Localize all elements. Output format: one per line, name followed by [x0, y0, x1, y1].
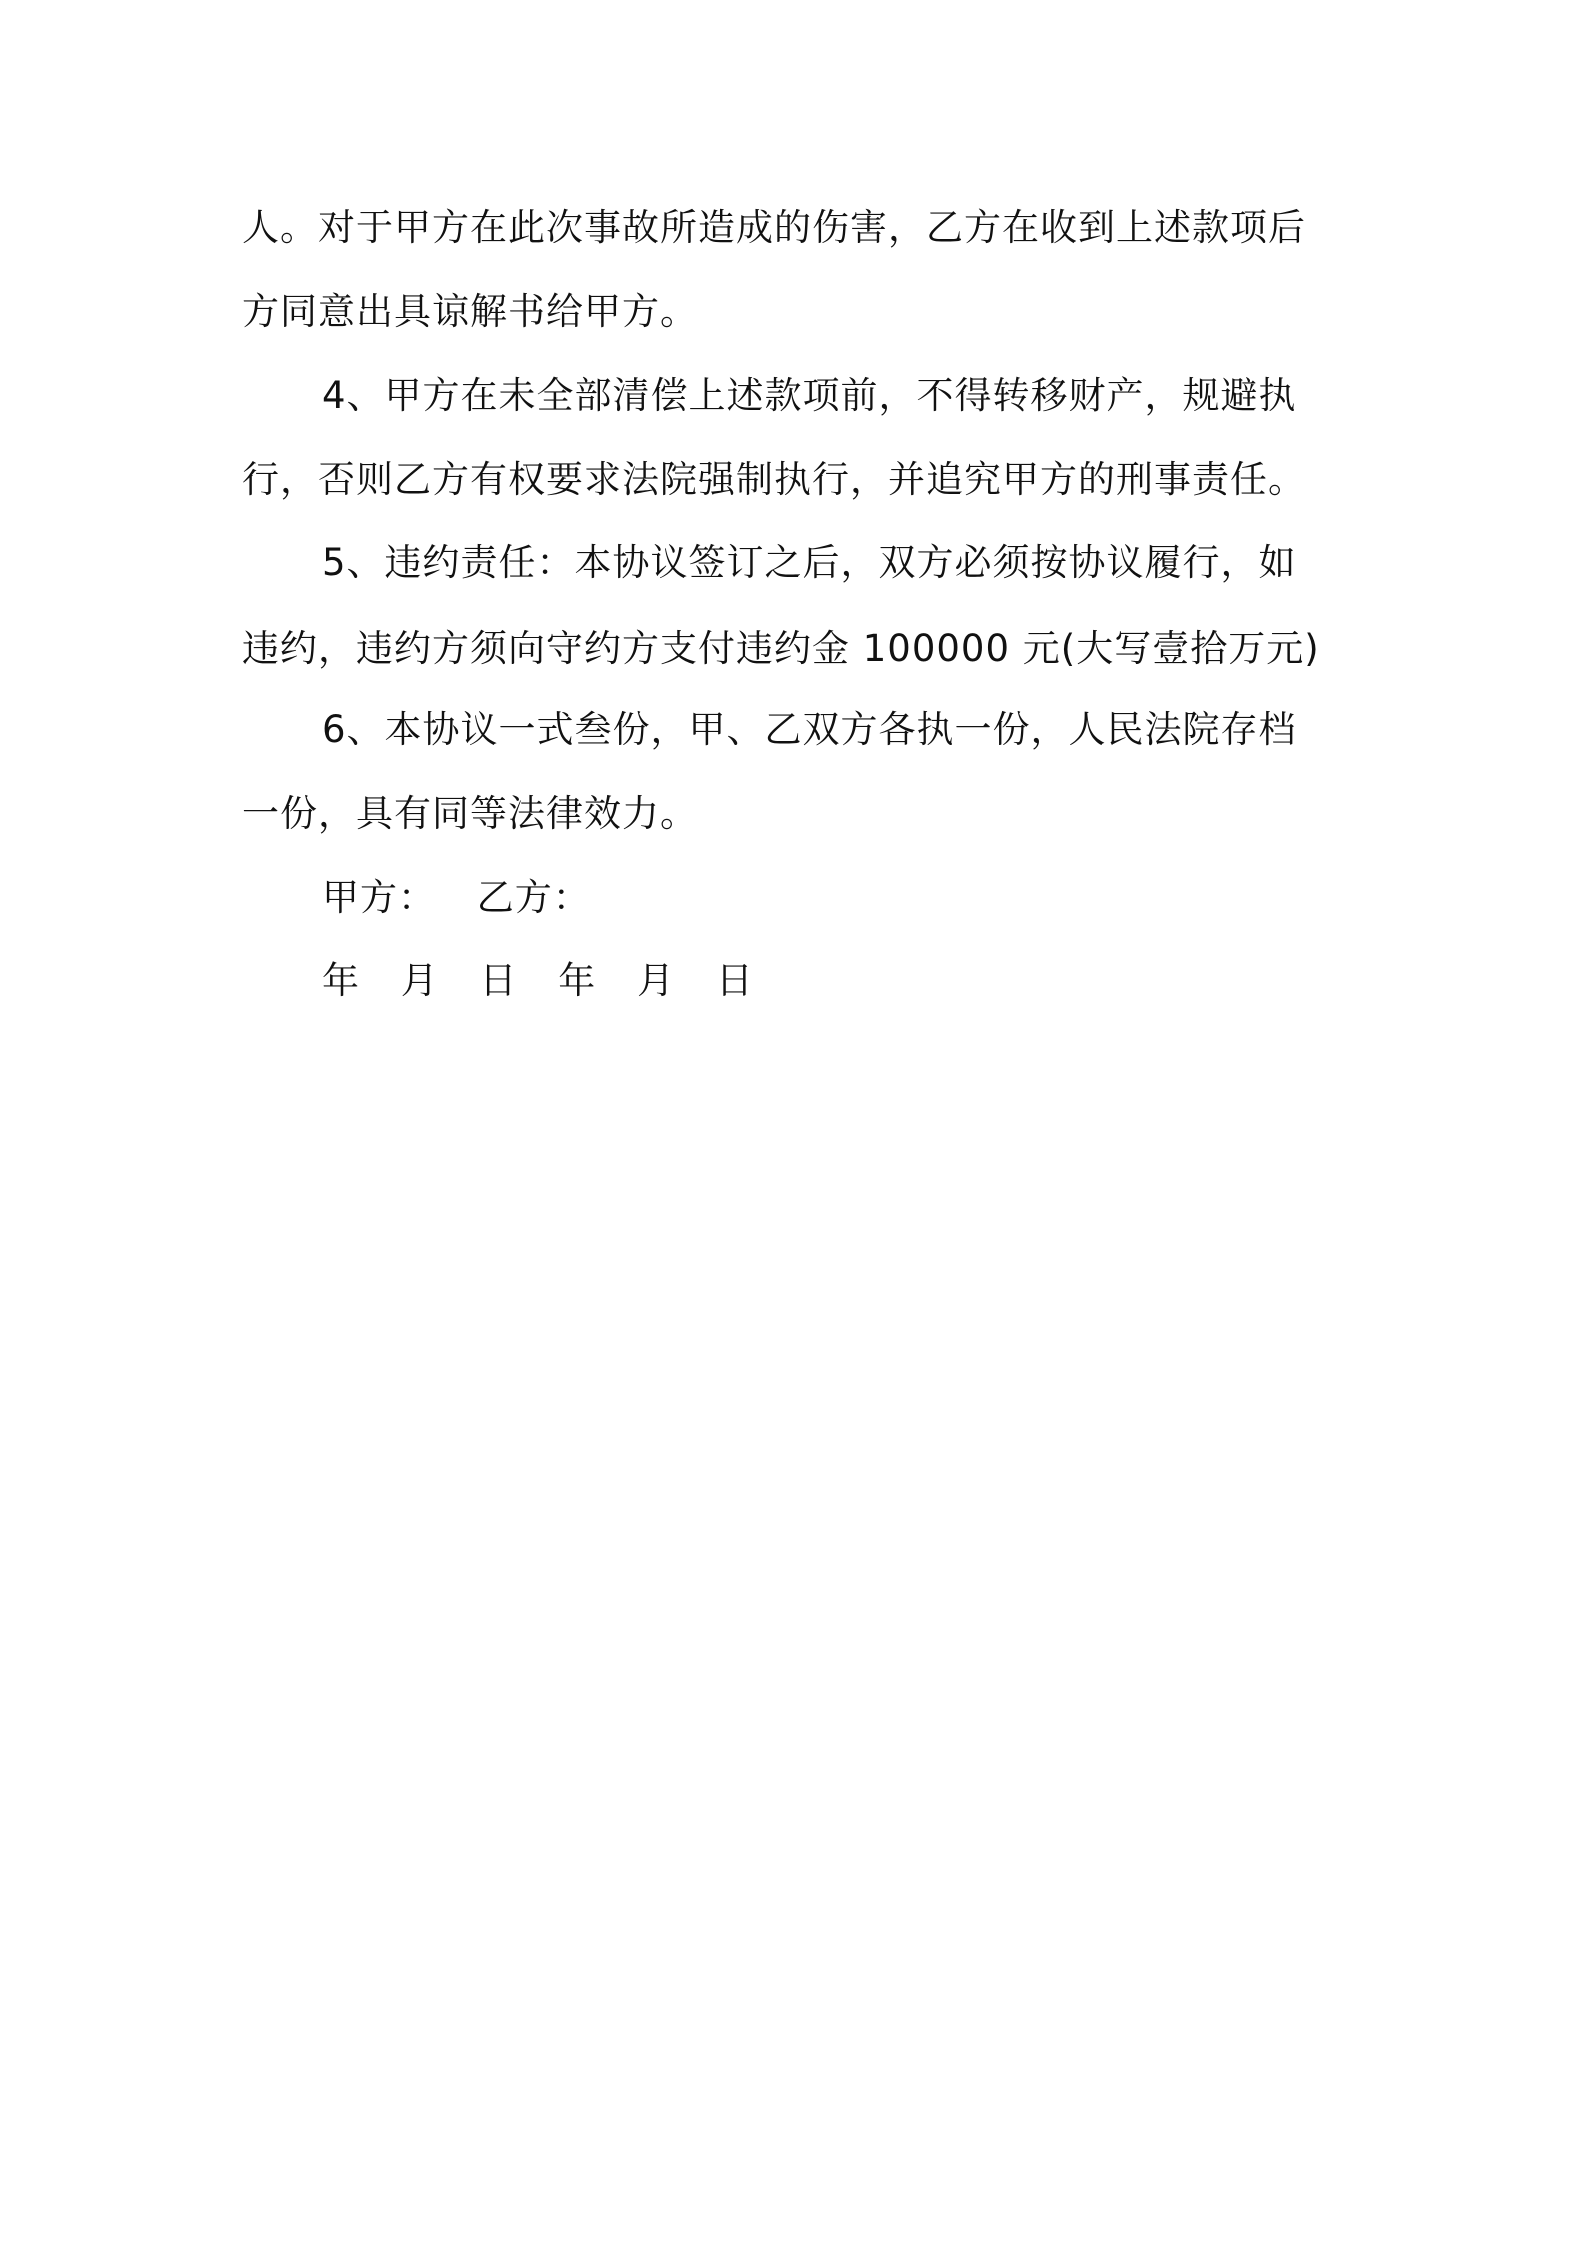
clause-5-line-1: 5、违约责任：本协议签订之后，双方必须按协议履行，如: [322, 541, 1297, 584]
signature-line: [242, 856, 1352, 940]
clause-5-line-2: 违约，违约方须向守约方支付违约金 100000 元(大写壹拾万元): [242, 627, 1320, 670]
year-label-a: 年: [322, 959, 360, 1002]
document-line-5: [242, 521, 1352, 605]
party-b-signature-label: 乙方：: [476, 876, 591, 919]
document-line-4: [242, 438, 1352, 522]
signature-row: [242, 856, 619, 940]
paragraph-line: 人。对于甲方在此次事故所造成的伤害，乙方在收到上述款项后: [242, 206, 1306, 249]
document-line-3: [242, 354, 1352, 438]
month-label-a: 月: [400, 959, 439, 1002]
day-label-a: 日: [479, 959, 518, 1002]
clause-4-line-1: 4、甲方在未全部清偿上述款项前，不得转移财产，规避执: [322, 374, 1297, 417]
paragraph-line: 方同意出具谅解书给甲方。: [242, 290, 698, 333]
clause-6-line-1: 6、本协议一式叁份，甲、乙双方各执一份，人民法院存档: [322, 708, 1297, 751]
clause-4-line-2: 行，否则乙方有权要求法院强制执行，并追究甲方的刑事责任。: [242, 458, 1306, 501]
clause-6-line-2: 一份，具有同等法律效力。: [242, 792, 698, 835]
document-line-7: [242, 688, 1352, 772]
document-line-8: [242, 772, 1352, 856]
year-label-b: 年: [558, 959, 597, 1002]
date-line: [242, 939, 1352, 1023]
document-line-1: [242, 186, 1352, 270]
month-label-b: 月: [637, 959, 676, 1002]
document-line-2: [242, 270, 1352, 354]
day-label-b: 日: [715, 959, 754, 1002]
date-row: [242, 939, 782, 1023]
document-line-6: [242, 607, 1352, 691]
party-a-signature-label: 甲方：: [322, 876, 436, 919]
